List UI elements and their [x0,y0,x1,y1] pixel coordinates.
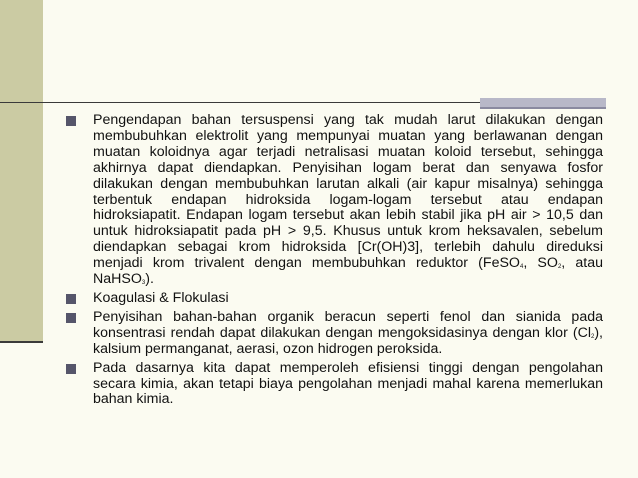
bullet-item [66,291,603,307]
bullet-text: Pada dasarnya kita dapat memperoleh efisiensi tinggi dengan pengolahan secara kimia, akan tetapi biaya pengolahan menjadi mahal karena memerlukan bahan kimia. [93,359,603,408]
square-bullet-icon [66,294,76,304]
square-bullet-icon [66,116,76,126]
side-band [0,0,43,341]
bullet-text: Pengendapan bahan tersuspensi yang tak mudah larut dilakukan dengan membubuhkan elektrolit yang mempunyai muatan yang berlawanan dengan muatan koloidnya agar terjadi netralisasi muatan koloid tersebut, sehingga akhirnya dapat diendapkan. Penyisihan logam berat dan senyawa fosfor dilakukan dengan membubuhkan larutan alkali (air kapur misalnya) sehingga terbentuk endapan hidroksida logam-logam tersebut atau endapan hidroksiapatit. Endapan logam tersebut akan lebih stabil jika pH air > 10,5 dan untuk hidroksiapatit pada pH > 9,5. Khusus untuk krom heksavalen, sebelum diendapkan sebagai krom hidroksida [Cr(OH)3], terlebih dahulu direduksi menjadi krom trivalent dengan membubuhkan reduktor (FeSO$_4$, $SO_2$, atau NaHSO$_3$). [93,112,604,288]
bullet-text: Penyisihan bahan-bahan organik beracun seperti fenol dan sianida pada konsentrasi rendah dapat dilakukan dengan mengoksidasinya dengan klor $(Cl_2)$, kalsium permanganat, aerasi, ozon hidrogen peroksida. [93,308,603,357]
bullet-item [66,113,603,288]
square-bullet-icon [66,313,76,323]
accent-block [480,98,606,109]
side-divider [0,341,43,343]
square-bullet-icon [66,364,76,374]
bullet-text: Koagulasi & Flokulasi [93,289,229,306]
slide-content [66,113,603,411]
bullet-item [66,361,603,409]
bullet-item [66,310,603,358]
